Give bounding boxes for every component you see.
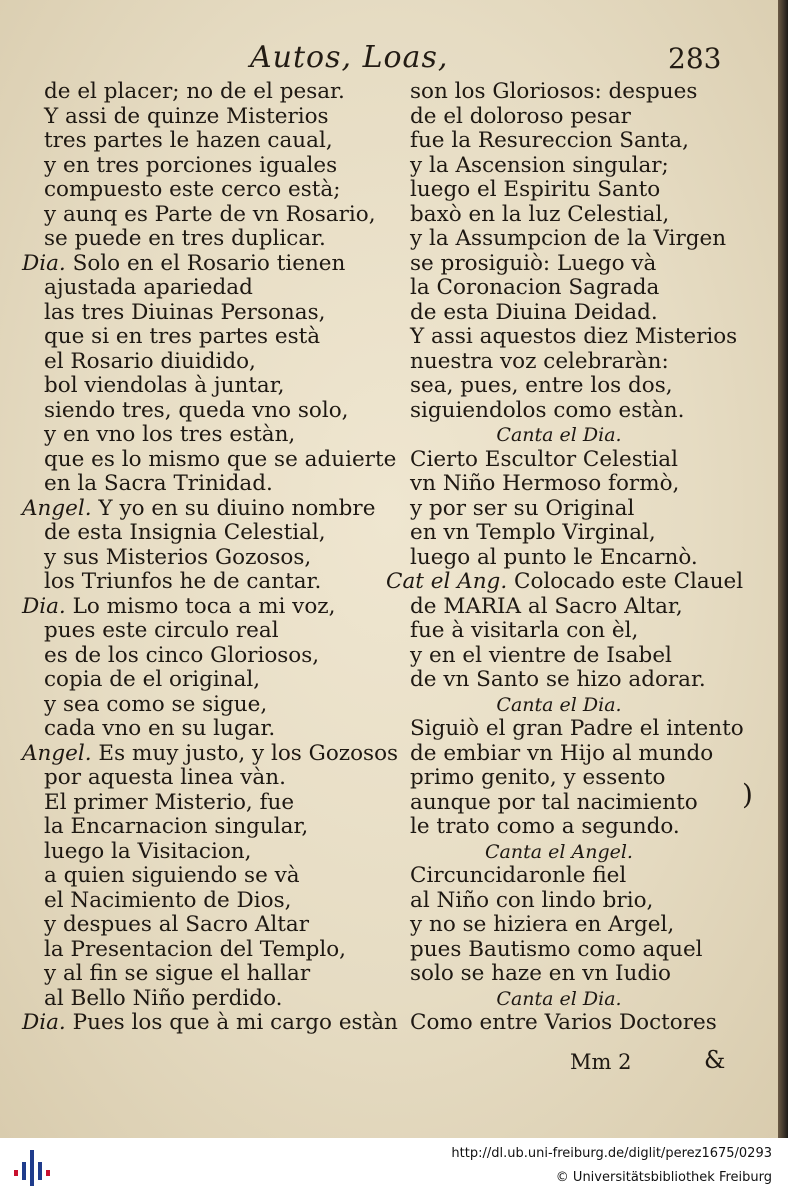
speaker-label: Cat el Ang. [386, 569, 508, 594]
verse-text: la Presentacion del Templo, [44, 936, 346, 962]
verse-line [386, 742, 732, 767]
verse-line [22, 129, 382, 154]
verse-line [386, 350, 732, 375]
verse-text: Cierto Escultor Celestial [410, 446, 678, 472]
verse-line [386, 693, 732, 718]
footer [0, 1138, 788, 1195]
verse-line [386, 987, 732, 1012]
verse-line [22, 423, 382, 448]
verse-line [386, 227, 732, 252]
verse-line [22, 374, 382, 399]
verse-text: Y assi aquestos diez Misterios [410, 324, 738, 349]
verse-line [386, 569, 744, 595]
verse-line [22, 693, 382, 718]
speaker-label: Angel. [22, 740, 92, 766]
verse-text: pues este circulo real [44, 618, 279, 643]
left-column [22, 79, 399, 1036]
verse-line [22, 252, 382, 277]
verse-text: Lo mismo toca a mi voz, [72, 593, 336, 619]
verse-line [386, 324, 738, 350]
verse-line [22, 644, 382, 669]
verse-line [386, 423, 732, 448]
ub-freiburg-logo-icon[interactable] [12, 1148, 52, 1188]
verse-text: Colocado este Clauel [514, 569, 744, 594]
verse-line [386, 668, 732, 693]
speaker-label: Angel. [22, 495, 92, 521]
verse-text: vn Niño Hermoso formò, [410, 471, 680, 496]
verse-line [386, 521, 732, 546]
verse-line [22, 80, 382, 105]
verse-text: y en vno los tres estàn, [44, 422, 296, 447]
verse-line [22, 570, 382, 595]
verse-line [22, 913, 382, 938]
speaker-label: Dia. [22, 1010, 66, 1035]
verse-line [22, 791, 382, 816]
verse-line [22, 301, 382, 326]
verse-line [386, 178, 732, 203]
verse-text: Y assi de quinze Misterios [44, 103, 329, 129]
verse-text: el Nacimiento de Dios, [44, 887, 292, 913]
verse-line [22, 203, 382, 228]
verse-line [386, 80, 732, 105]
verse-text: tres partes le hazen caual, [44, 128, 333, 153]
verse-line [386, 472, 732, 497]
verse-line [386, 766, 732, 791]
verse-text: bol viendolas à juntar, [44, 373, 285, 398]
verse-line [22, 227, 382, 252]
verse-line [22, 595, 382, 620]
verse-text: de MARIA al Sacro Altar, [410, 593, 683, 619]
verse-text: es de los cinco Gloriosos, [44, 642, 320, 668]
verse-text: al Niño con lindo brio, [410, 887, 654, 913]
verse-text: se puede en tres duplicar. [44, 226, 326, 251]
verse-line [386, 840, 732, 865]
verse-text: le trato como a segundo. [410, 814, 680, 839]
verse-text: luego al punto le Encarnò. [410, 544, 698, 570]
verse-text: y en el vientre de Isabel [410, 642, 672, 668]
verse-line [22, 178, 382, 203]
verse-text: y sea como se sigue, [44, 691, 268, 717]
verse-line [386, 913, 732, 938]
verse-line [386, 791, 732, 816]
verse-text: Pues los que à mi cargo estàn [72, 1010, 398, 1035]
verse-text: el Rosario diuidido, [44, 348, 256, 374]
margin-mark: ) [742, 778, 753, 811]
verse-text: y aunq es Parte de vn Rosario, [44, 201, 376, 227]
verse-line [22, 446, 397, 473]
speaker-label: Dia. [22, 593, 66, 619]
verse-line [386, 864, 732, 889]
verse-text: El primer Misterio, fue [44, 789, 295, 815]
page-number: 283 [668, 42, 722, 75]
verse-text: Solo en el Rosario tienen [72, 250, 346, 276]
verse-text: de esta Insignia Celestial, [44, 520, 326, 545]
verse-text: a quien siguiendo se và [44, 863, 300, 888]
verse-text: solo se haze en vn Iudio [410, 961, 671, 986]
verse-line [386, 938, 732, 963]
verse-line [386, 815, 732, 840]
verse-line [22, 889, 382, 914]
verse-line [22, 325, 382, 350]
verse-line [22, 740, 399, 767]
verse-line [22, 497, 382, 522]
verse-line [22, 1010, 398, 1036]
verse-line [22, 668, 382, 693]
verse-text: de vn Santo se hizo adorar. [410, 667, 706, 692]
verse-line [386, 595, 732, 620]
verse-text: las tres Diuinas Personas, [44, 299, 326, 325]
verse-text: aunque por tal nacimiento [410, 789, 698, 815]
verse-text: nuestra voz celebraràn: [410, 348, 669, 374]
verse-text: de el placer; no de el pesar. [44, 79, 345, 104]
catchword: Mm 2 [570, 1050, 632, 1074]
verse-line [22, 938, 382, 963]
verse-text: la Coronacion Sagrada [410, 275, 660, 300]
verse-line [22, 717, 382, 742]
verse-text: los Triunfos he de cantar. [44, 569, 322, 594]
verse-text: Circuncidaronle fiel [410, 863, 627, 888]
running-head: Autos, Loas, [250, 40, 449, 75]
verse-line [22, 521, 382, 546]
verse-text: de el doloroso pesar [410, 103, 631, 129]
verse-line [22, 154, 382, 179]
verse-text: y sus Misterios Gozosos, [44, 544, 312, 570]
verse-text: compuesto este cerco està; [44, 177, 341, 202]
copyright-text: © Universitätsbibliothek Freiburg [555, 1170, 772, 1185]
verse-line [386, 1011, 732, 1036]
verse-text: y la Ascension singular; [410, 152, 669, 178]
source-url-link[interactable]: http://dl.ub.uni-freiburg.de/diglit/perez1675/0293 [451, 1146, 772, 1161]
verse-text: de esta Diuina Deidad. [410, 299, 658, 325]
verse-text: sea, pues, entre los dos, [410, 373, 673, 398]
page-header [0, 36, 778, 82]
verse-line [22, 840, 382, 865]
verse-text: Y yo en su diuino nombre [98, 495, 376, 521]
page-edge [778, 0, 788, 1138]
verse-text: siendo tres, queda vno solo, [44, 397, 349, 423]
verse-line [22, 766, 382, 791]
verse-text: al Bello Niño perdido. [44, 985, 283, 1011]
verse-text: en la Sacra Trinidad. [44, 471, 273, 496]
verse-line [22, 399, 382, 424]
verse-text: que es lo mismo que se aduierte [44, 446, 397, 472]
verse-text: primo genito, y essento [410, 765, 666, 790]
verse-text: Canta el Dia. [496, 424, 622, 446]
verse-text: Canta el Dia. [496, 987, 622, 1010]
verse-line [22, 276, 382, 301]
verse-text: Es muy justo, y los Gozosos [98, 740, 399, 766]
verse-line [386, 962, 732, 987]
speaker-label: Dia. [22, 250, 66, 276]
verse-text: se prosiguiò: Luego và [410, 250, 657, 276]
verse-line [386, 644, 732, 669]
verse-text: por aquesta linea vàn. [44, 765, 286, 790]
verse-text: Canta el Angel. [485, 840, 633, 863]
verse-line [386, 374, 732, 399]
verse-text: pues Bautismo como aquel [410, 936, 703, 962]
verse-line [22, 546, 382, 571]
verse-text: y en tres porciones iguales [44, 152, 338, 178]
verse-text: baxò en la luz Celestial, [410, 201, 670, 227]
verse-text: y la Assumpcion de la Virgen [410, 226, 727, 251]
verse-text: siguiendolos como estàn. [410, 397, 685, 423]
verse-text: son los Gloriosos: despues [410, 79, 698, 104]
right-column [386, 79, 744, 1036]
verse-line [386, 129, 732, 154]
verse-line [386, 497, 732, 522]
verse-text: de embiar vn Hijo al mundo [410, 740, 714, 766]
verse-text: Canta el Dia. [496, 693, 622, 716]
verse-text: ajustada apariedad [44, 275, 253, 300]
verse-text: y no se hiziera en Argel, [410, 912, 675, 937]
verse-line [386, 546, 732, 571]
verse-text: en vn Templo Virginal, [410, 520, 656, 545]
verse-text: Siguiò el gran Padre el intento [410, 716, 744, 741]
verse-text: Como entre Varios Doctores [410, 1010, 717, 1035]
verse-text: que si en tres partes està [44, 324, 321, 349]
verse-line [386, 399, 732, 424]
verse-text: y al fin se sigue el hallar [44, 961, 311, 986]
verse-line [386, 716, 744, 742]
verse-line [22, 864, 382, 889]
verse-line [386, 203, 732, 228]
verse-line [22, 472, 382, 497]
verse-text: fue à visitarla con èl, [410, 618, 639, 643]
verse-line [22, 962, 382, 987]
verse-text: fue la Resureccion Santa, [410, 128, 689, 153]
verse-line [22, 815, 382, 840]
ornament-mark: & [704, 1046, 726, 1074]
verse-text: cada vno en su lugar. [44, 716, 276, 741]
verse-line [386, 154, 732, 179]
verse-line [386, 252, 732, 277]
verse-text: y despues al Sacro Altar [44, 912, 310, 937]
verse-line [22, 619, 382, 644]
verse-line [22, 987, 382, 1012]
verse-line [386, 301, 732, 326]
verse-text: la Encarnacion singular, [44, 814, 309, 839]
verse-text: copia de el original, [44, 667, 261, 692]
verse-line [386, 276, 732, 301]
verse-text: y por ser su Original [410, 495, 635, 521]
verse-line [386, 619, 732, 644]
verse-text: luego el Espiritu Santo [410, 177, 661, 202]
verse-line [386, 448, 732, 473]
verse-line [22, 105, 382, 130]
verse-text: luego la Visitacion, [44, 838, 252, 864]
verse-line [386, 889, 732, 914]
verse-line [22, 350, 382, 375]
verse-line [386, 105, 732, 130]
